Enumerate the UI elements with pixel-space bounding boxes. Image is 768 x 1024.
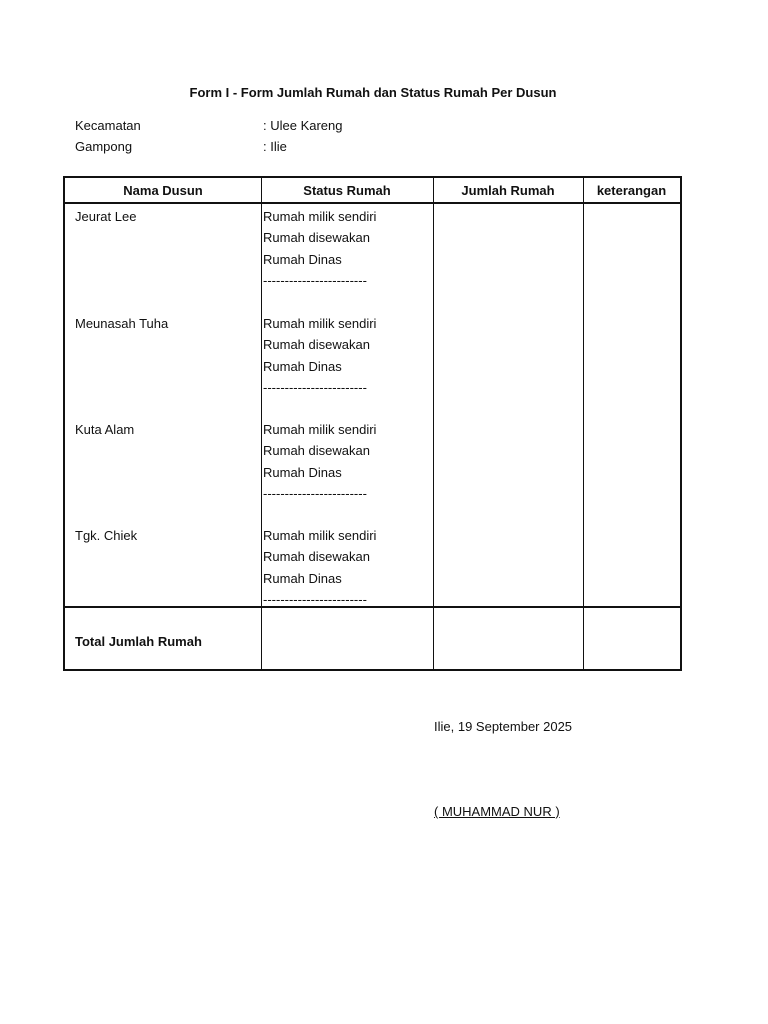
gampong-label: Gampong	[75, 139, 133, 154]
status-list	[263, 209, 376, 294]
status-item: Rumah milik sendiri	[263, 528, 377, 543]
status-item: Rumah disewakan	[263, 337, 370, 353]
header-jumlah-rumah: Jumlah Rumah	[461, 183, 555, 198]
status-separator: ------------------------	[263, 485, 367, 501]
status-list	[263, 528, 376, 613]
status-item: Rumah Dinas	[263, 464, 342, 480]
status-item: Rumah milik sendiri	[263, 209, 377, 224]
status-item: Rumah milik sendiri	[263, 422, 377, 437]
status-item: Rumah milik sendiri	[263, 316, 377, 331]
status-item: Rumah disewakan	[263, 230, 370, 246]
header-divider	[65, 202, 680, 204]
status-separator: ------------------------	[263, 272, 367, 288]
status-item: Rumah disewakan	[263, 549, 370, 565]
dusun-name: Tgk. Chiek	[75, 528, 138, 543]
dusun-name: Jeurat Lee	[75, 209, 137, 224]
column-divider	[433, 178, 434, 669]
status-separator: ------------------------	[263, 379, 367, 395]
column-divider	[261, 178, 262, 669]
header-keterangan: keterangan	[596, 183, 667, 198]
status-list	[263, 316, 376, 401]
column-divider	[583, 178, 584, 669]
signature-place-date: Ilie, 19 September 2025	[434, 719, 573, 734]
house-status-table	[63, 176, 682, 671]
header-status-rumah: Status Rumah	[303, 183, 391, 198]
header-nama-dusun: Nama Dusun	[123, 183, 203, 198]
status-item: Rumah disewakan	[263, 443, 370, 459]
gampong-value: : Ilie	[263, 139, 287, 154]
status-list	[263, 422, 376, 507]
status-separator: ------------------------	[263, 591, 367, 607]
signature-name: ( MUHAMMAD NUR )	[434, 804, 560, 819]
status-item: Rumah Dinas	[263, 358, 342, 374]
form-title: Form I - Form Jumlah Rumah dan Status Rumah Per Dusun	[189, 85, 557, 100]
kecamatan-value: : Ulee Kareng	[263, 118, 343, 133]
status-item: Rumah Dinas	[263, 570, 342, 586]
kecamatan-label: Kecamatan	[75, 118, 141, 133]
status-item: Rumah Dinas	[263, 251, 342, 267]
total-label: Total Jumlah Rumah	[75, 634, 202, 649]
dusun-name: Meunasah Tuha	[75, 316, 169, 331]
dusun-name: Kuta Alam	[75, 422, 135, 437]
